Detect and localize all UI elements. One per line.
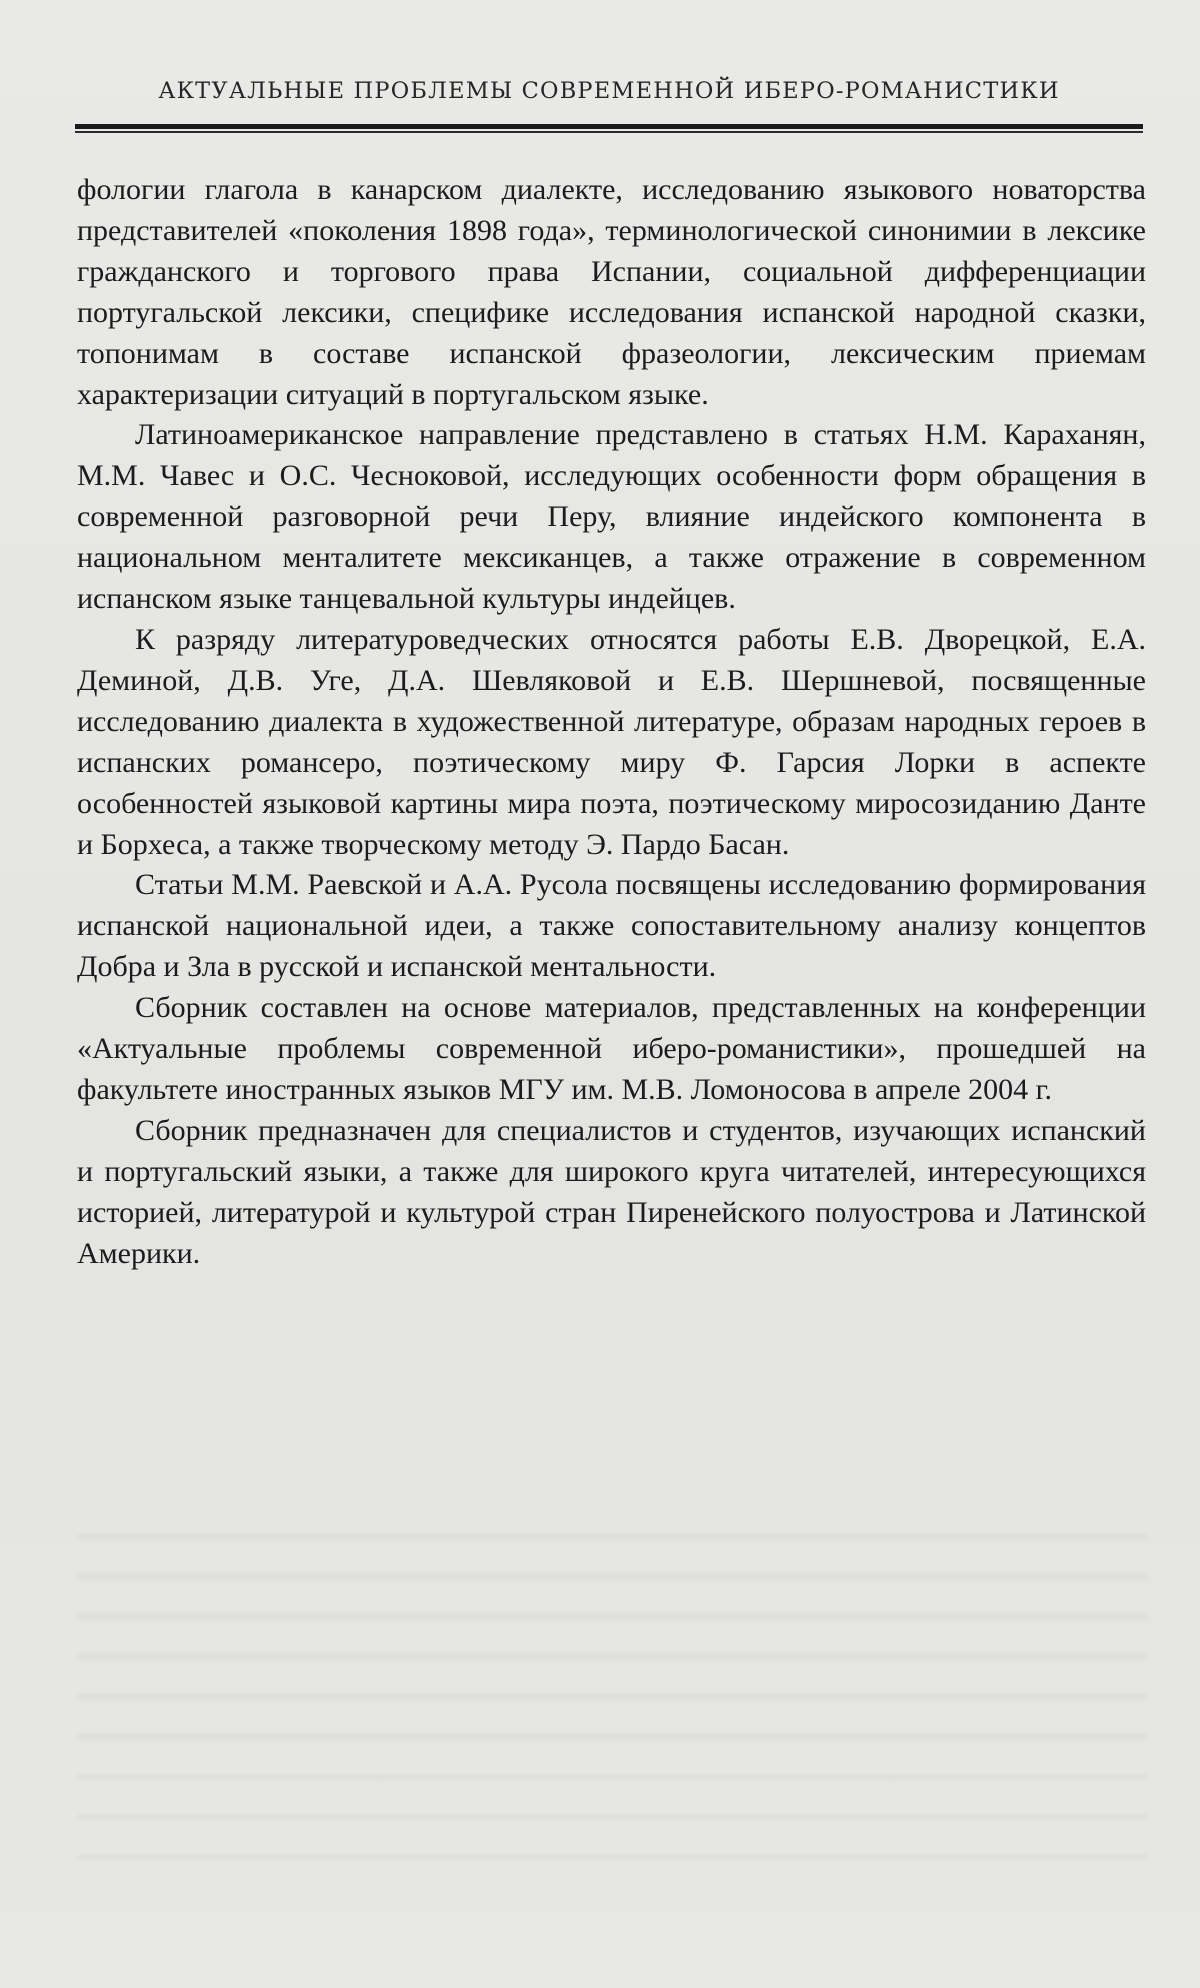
paragraph-audience: Сборник предназначен для специалистов и студентов, изучающих испанский и португальский языки, а также для широкого круга читателей, интересующихся историей, литературой и культурой стран Пиренейского полуострова и Латинской Америки. <box>77 1113 1146 1270</box>
paragraph-literary: К разряду литературоведческих относятся работы Е.В. Дворецкой, Е.А. Деминой, Д.В. Уге, Д.А. Шевляковой и Е.В. Шершневой, посвященные исследованию диалекта в художественной литературе, образам народных героев в испанских романсеро, поэтическому миру Ф. Гарсия Лорки в аспекте особенностей языковой картины мира поэта, поэтическому миросозиданию Данте и Борхеса, а также творческому методу Э. Пардо Басан. <box>77 622 1146 861</box>
running-header: АКТУАЛЬНЫЕ ПРОБЛЕМЫ СОВРЕМЕННОЙ ИБЕРО-РОМАНИСТИКИ <box>158 78 1060 104</box>
header-rule-thick <box>75 124 1143 129</box>
paragraph-latin-american: Латиноамериканское направление представлено в статьях Н.М. Караханян, М.М. Чавес и О.С. Чесноковой, исследующих особенности форм обращения в современной разговорной речи Перу, влияние индейского компонента в национальном менталитете мексиканцев, а также отражение в современном испанском языке танцевальной культуры индейцев. <box>77 418 1146 616</box>
paragraph-continued: фологии глагола в канарском диалекте, исследованию языкового новаторства представителей «поколения 1898 года», терминологической синонимии в лексике гражданского и торгового права Испании, социальной дифференциации португальской лексики, специфике исследования испанской народной сказки, топонимам в составе испанской фразеологии, лексическим приемам характеризации ситуаций в португальском языке. <box>77 173 1146 411</box>
show-through-texture <box>78 1500 1148 1880</box>
header-rule-thin <box>75 131 1143 133</box>
body-text <box>77 170 1146 1274</box>
paragraph-conference: Сборник составлен на основе материалов, представленных на конференции «Актуальные проблемы современной иберо-романистики», прошедшей на факультете иностранных языков МГУ им. М.В. Ломоносова в апреле 2004 г. <box>77 991 1146 1106</box>
paragraph-national-idea: Статьи М.М. Раевской и А.А. Русола посвящены исследованию формирования испанской национальной идеи, а также сопоставительному анализу концептов Добра и Зла в русской и испанской ментальности. <box>77 868 1146 984</box>
